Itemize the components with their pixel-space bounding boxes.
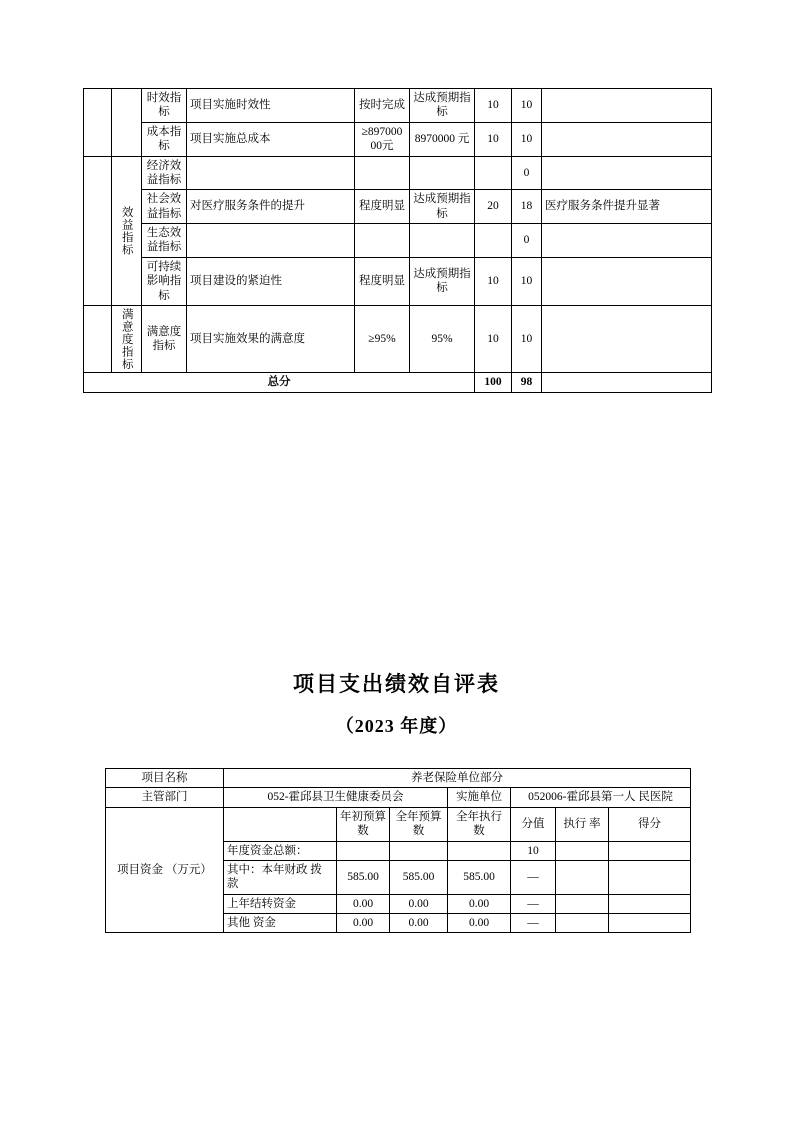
indicator-score	[475, 156, 512, 190]
row-group-spacer	[84, 89, 112, 157]
indicator-actual: 10	[512, 305, 542, 373]
indicator-standard	[410, 156, 475, 190]
funds-annual-exec	[448, 841, 511, 860]
indicator-score: 10	[475, 89, 512, 123]
indicator-target: 按时完成	[355, 89, 410, 123]
indicator-actual: 10	[512, 122, 542, 156]
total-note	[542, 373, 712, 392]
funds-score-value: 10	[511, 841, 556, 860]
table-row	[106, 788, 691, 807]
funds-annual-exec: 0.00	[448, 894, 511, 913]
row-group-spacer-2	[112, 89, 142, 157]
indicator-standard	[410, 224, 475, 258]
table-row	[84, 305, 712, 373]
indicator-actual: 0	[512, 224, 542, 258]
indicator-category: 时效指标	[142, 89, 187, 123]
table-row	[84, 156, 712, 190]
indicator-name: 项目实施效果的满意度	[187, 305, 355, 373]
indicator-note	[542, 224, 712, 258]
funds-annual-budget: 585.00	[390, 860, 448, 894]
funds-annual-budget	[390, 841, 448, 860]
indicator-standard: 达成预期指标	[410, 190, 475, 224]
table-row	[84, 224, 712, 258]
funds-row-label: 其他 资金	[224, 914, 337, 933]
indicator-actual: 10	[512, 257, 542, 305]
header-exec-rate: 执行 率	[556, 807, 609, 841]
indicator-name: 项目实施总成本	[187, 122, 355, 156]
header-annual-exec: 全年执行数	[448, 807, 511, 841]
indicator-standard: 8970000 元	[410, 122, 475, 156]
funds-label: 项目资金 （万元）	[106, 807, 224, 933]
funds-annual-exec: 585.00	[448, 860, 511, 894]
funds-gained	[609, 841, 691, 860]
indicator-category: 生态效益指标	[142, 224, 187, 258]
funds-exec-rate	[556, 860, 609, 894]
project-summary-table-wrapper	[105, 768, 690, 933]
indicator-note	[542, 257, 712, 305]
indicator-target: 程度明显	[355, 257, 410, 305]
indicator-standard: 95%	[410, 305, 475, 373]
indicator-target	[355, 156, 410, 190]
header-gained: 得分	[609, 807, 691, 841]
indicator-score: 10	[475, 257, 512, 305]
indicator-category: 成本指标	[142, 122, 187, 156]
funds-gained	[609, 894, 691, 913]
indicator-category: 满意度指标	[142, 305, 187, 373]
satisfaction-group-spacer	[84, 305, 112, 373]
indicator-note	[542, 305, 712, 373]
unit-label: 实施单位	[448, 788, 511, 807]
indicator-category: 社会效益指标	[142, 190, 187, 224]
funds-exec-rate	[556, 914, 609, 933]
funds-annual-budget: 0.00	[390, 914, 448, 933]
funds-exec-rate	[556, 894, 609, 913]
indicator-target: ≥897000 00元	[355, 122, 410, 156]
dept-value: 052-霍邱县卫生健康委员会	[224, 788, 448, 807]
funds-initial-budget	[337, 841, 390, 860]
indicator-actual: 0	[512, 156, 542, 190]
indicator-score: 20	[475, 190, 512, 224]
funds-annual-budget: 0.00	[390, 894, 448, 913]
table-total-row	[84, 373, 712, 392]
funds-score-value: —	[511, 860, 556, 894]
indicator-actual: 18	[512, 190, 542, 224]
table-row	[84, 89, 712, 123]
table-header-row	[106, 807, 691, 841]
funds-gained	[609, 860, 691, 894]
funds-gained	[609, 914, 691, 933]
header-blank	[224, 807, 337, 841]
indicator-target: ≥95%	[355, 305, 410, 373]
total-label: 总分	[84, 373, 475, 392]
funds-score-value: —	[511, 894, 556, 913]
project-summary-table	[105, 768, 691, 933]
funds-initial-budget: 585.00	[337, 860, 390, 894]
indicator-note	[542, 122, 712, 156]
table-row	[84, 190, 712, 224]
page-subtitle: （2023 年度）	[335, 716, 458, 736]
funds-row-label: 上年结转资金	[224, 894, 337, 913]
project-name-label: 项目名称	[106, 769, 224, 788]
indicator-name: 项目实施时效性	[187, 89, 355, 123]
unit-value: 052006-霍邱县第一人 民医院	[511, 788, 691, 807]
indicator-standard: 达成预期指标	[410, 257, 475, 305]
header-score-value: 分值	[511, 807, 556, 841]
funds-score-value: —	[511, 914, 556, 933]
total-score: 100	[475, 373, 512, 392]
performance-indicator-table	[83, 88, 712, 393]
funds-initial-budget: 0.00	[337, 894, 390, 913]
indicator-category: 经济效益指标	[142, 156, 187, 190]
indicator-category: 可持续影响指标	[142, 257, 187, 305]
funds-row-label: 年度资金总额：	[224, 841, 337, 860]
header-annual-budget: 全年预算数	[390, 807, 448, 841]
header-initial-budget: 年初预算数	[337, 807, 390, 841]
indicator-target: 程度明显	[355, 190, 410, 224]
indicator-note: 医疗服务条件提升显著	[542, 190, 712, 224]
performance-indicator-table-wrapper	[83, 88, 711, 393]
indicator-note	[542, 156, 712, 190]
indicator-name	[187, 156, 355, 190]
dept-label: 主管部门	[106, 788, 224, 807]
indicator-name	[187, 224, 355, 258]
funds-annual-exec: 0.00	[448, 914, 511, 933]
indicator-score	[475, 224, 512, 258]
indicator-target	[355, 224, 410, 258]
page-title: 项目支出绩效自评表	[293, 672, 500, 696]
total-actual: 98	[512, 373, 542, 392]
funds-initial-budget: 0.00	[337, 914, 390, 933]
indicator-actual: 10	[512, 89, 542, 123]
indicator-name: 对医疗服务条件的提升	[187, 190, 355, 224]
indicator-standard: 达成预期指标	[410, 89, 475, 123]
funds-row-label: 其中：本年财政 拨款	[224, 860, 337, 894]
indicator-note	[542, 89, 712, 123]
table-row	[84, 122, 712, 156]
indicator-name: 项目建设的紧迫性	[187, 257, 355, 305]
project-name-value: 养老保险单位部分	[224, 769, 691, 788]
benefit-group-spacer	[84, 156, 112, 305]
funds-exec-rate	[556, 841, 609, 860]
indicator-score: 10	[475, 122, 512, 156]
table-row	[84, 257, 712, 305]
table-row	[106, 769, 691, 788]
benefit-group-label: 效益指标	[112, 156, 142, 305]
satisfaction-group-label: 满意度指标	[112, 305, 142, 373]
indicator-score: 10	[475, 305, 512, 373]
